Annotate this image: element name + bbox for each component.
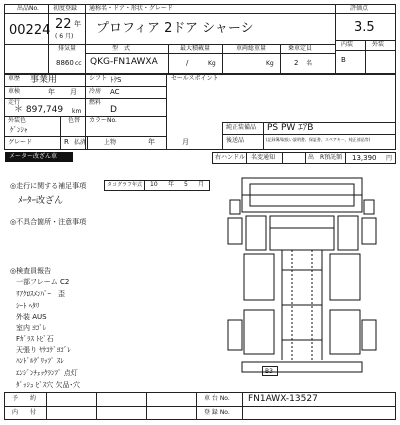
score: 3.5 (354, 20, 375, 35)
report-line: 外装 AUS (16, 313, 47, 321)
ac-label: 冷房 (89, 88, 102, 95)
meter-banner: メーター改ざん車 (5, 152, 73, 162)
inner-label: 内 (12, 409, 19, 416)
inspection-label: 車検 (8, 88, 21, 95)
upper-month: 月 (182, 138, 189, 146)
reserve-label: 予 (12, 395, 19, 402)
chassis-label: 車 台 No. (204, 395, 230, 402)
capacity: 2 (294, 59, 299, 67)
max-load: / (186, 59, 189, 67)
recycle-label: R (64, 138, 69, 146)
transfer-label: 名変通知 (251, 154, 276, 161)
mileage: ＊ 897,749 (14, 105, 64, 115)
tacho-m: 月 (198, 181, 205, 188)
category: 事業用 (30, 75, 58, 85)
first-reg-label: 初度登録 (53, 5, 78, 12)
exterior-label: 外装 (372, 41, 385, 48)
recycle-note: 払済 (74, 139, 87, 146)
upper-year: 年 (148, 138, 155, 146)
tacho-year: 10 (150, 181, 158, 188)
gross-weight-label: 車両総重量 (236, 45, 267, 52)
shift-label: シフト (89, 75, 108, 82)
inspection-year: 年 (48, 88, 55, 96)
car-name: プロフィア 2ドア シャーシ (96, 21, 254, 36)
first-reg-year: 22 (55, 17, 72, 32)
report-line: ｼｰﾄ ﾍﾀﾘ (16, 302, 40, 310)
report-line: 一部フレーム C2 (16, 278, 70, 286)
report-line: 天張り ﾔｹｺｹﾞﾖｺﾞﾚ (16, 346, 71, 354)
tacho-label: タコグラフ年式 (107, 182, 143, 188)
model: QKG-FN1AWXA (90, 57, 158, 67)
interior-grade: B (341, 56, 346, 64)
tamper: ﾒｰﾀｰ改ざん (18, 196, 64, 206)
inner-label-2: 付 (30, 409, 37, 416)
fuel: D (110, 105, 117, 115)
model-label: 型 式 (112, 45, 131, 52)
color-change-label: 色替 (68, 117, 81, 124)
sales-point-label: セールスポイント (171, 75, 219, 82)
grade-label: グレード (8, 139, 33, 146)
ext-color: ｹﾞﾝｼｬ (10, 126, 28, 134)
kg-2: Kg (266, 60, 274, 67)
reserve-label-2: 約 (30, 395, 37, 402)
displacement: 8860 (56, 59, 74, 67)
first-reg-month: ( 6 月) (55, 33, 74, 40)
mileage-flag: ◎走行に関する補足事項 (10, 182, 87, 190)
report-line: ﾊﾝﾄﾞﾙｸﾞﾘｯﾌﾟ ｽﾚ (16, 357, 64, 365)
tacho-month: 5 (184, 181, 188, 188)
first-reg-year-unit: 年 (74, 20, 81, 28)
car-name-label: 通称名・ドア・形状・グレード (89, 5, 173, 12)
inspection-month: 月 (70, 88, 77, 96)
recycle-deposit-label: 出 R預託額 (308, 154, 343, 161)
displacement-unit: cc (75, 60, 82, 67)
category-label: 車歴 (8, 75, 21, 82)
upper-label: 上物 (104, 139, 117, 146)
max-load-label: 最大積載量 (180, 45, 211, 52)
exhibit-no: 00224 (9, 23, 51, 38)
tacho-y: 年 (168, 181, 175, 188)
report-line: ﾀﾞｯｼｭ ﾋﾞｽ穴 欠品･穴 (16, 381, 80, 389)
handle: 右ハンドル (215, 154, 246, 161)
report-title: ◎検査員報告 (10, 267, 52, 275)
capacity-label: 乗車定員 (288, 45, 313, 52)
kg-1: Kg (208, 60, 216, 67)
equipment-value: PS PW ｴｱB (267, 123, 314, 133)
fuel-label: 燃料 (89, 99, 102, 106)
equipment-label: 純正装備品 (226, 124, 257, 131)
report-line: ﾘｱｸﾛｽﾒﾝﾊﾞｰ 歪 (16, 290, 65, 298)
shift: ﾄｸS (110, 76, 122, 84)
yen: 円 (386, 155, 393, 162)
report-line: ｴﾝｼﾞﾝﾁｪｯｸﾗﾝﾌﾟ 点灯 (16, 369, 78, 377)
chassis: FN1AWX-13527 (248, 394, 318, 404)
defect-flag: ◎不具合箇所・注意事項 (10, 218, 87, 226)
mileage-unit: km (72, 108, 82, 115)
after-note: (記録簿/取扱い説明書、保証書、スペアキー、純正部品等) (266, 137, 371, 142)
interior-label: 内装 (341, 41, 354, 48)
score-label: 評価点 (350, 5, 369, 12)
truck-diagram (222, 170, 392, 385)
color-no-label: カラーNo. (89, 117, 117, 124)
after-label: 後送品 (226, 137, 245, 144)
displacement-label: 排気量 (58, 45, 77, 52)
capacity-unit: 名 (306, 60, 313, 67)
report-line: Fｶﾞﾗｽ ﾄﾋﾞ石 (16, 335, 54, 343)
reg-label: 登 録 No. (204, 409, 230, 416)
mileage-label: 走行 (8, 99, 21, 106)
ext-color-label: 外装色 (8, 117, 27, 124)
report-line: 室内 ﾖｺﾞﾚ (16, 324, 47, 332)
diagram-marker: B3 (262, 366, 278, 376)
exhibit-no-label: 出品No. (17, 5, 39, 12)
recycle-amount: 13,390 (352, 154, 377, 162)
ac: AC (110, 88, 120, 96)
